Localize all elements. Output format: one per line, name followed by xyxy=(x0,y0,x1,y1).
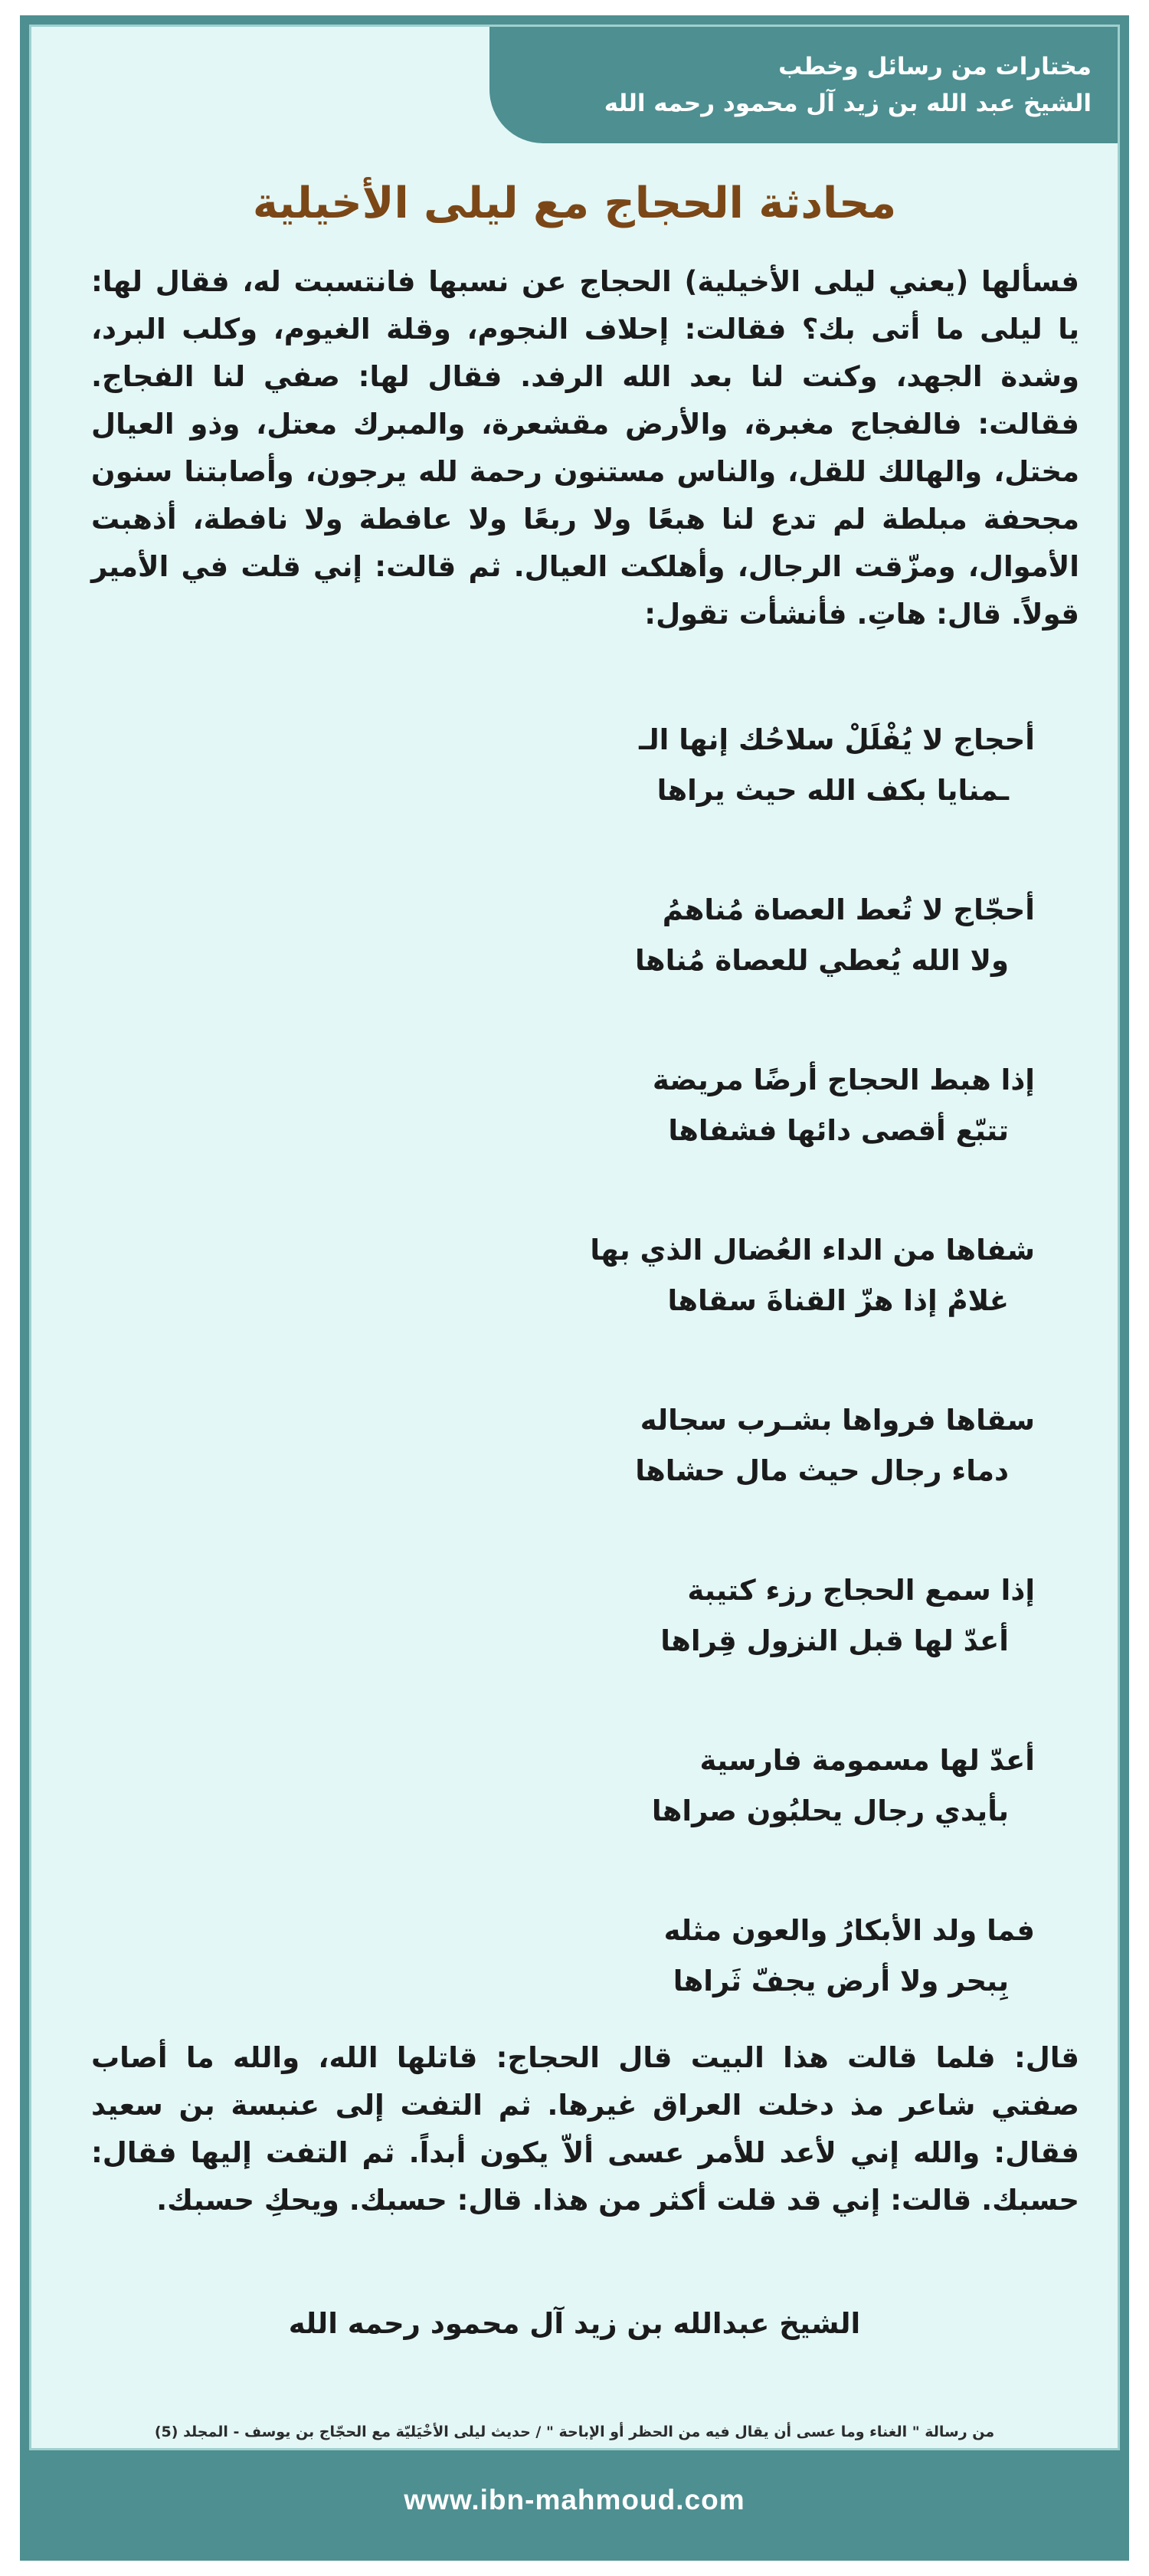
verse xyxy=(345,715,1035,885)
verse-line-second: غلامٌ إذا هزّ القناةَ سقاها xyxy=(667,1284,1009,1317)
verse-line-second: بِبحر ولا أرض يجفّ ثَراها xyxy=(673,1965,1009,1998)
verse-line-second: بأيدي رجال يحلبُون صراها xyxy=(651,1794,1009,1827)
verse-line-first: أحجاج لا يُفْلَلْ سلاحُك إنها الـ xyxy=(639,723,1035,756)
intro-paragraph: فسألها (يعني ليلى الأخيلية) الحجاج عن نسبها فانتسبت له، فقال لها: يا ليلى ما أتى بك؟ فقالت: إحلاف النجوم، وقلة الغيوم، وكلب البرد، وشدة الجهد، وكنت لنا بعد الله الرفد. فقال لها: صفي لنا الفجاج. فقالت: فالفجاج مغبرة، والأرض مقشعرة، والمبرك معتل، وذو العيال مختل، والهالك للقل، والناس مستنون رحمة لله يرجون، وأصابتنا سنون مجحفة مبلطة لم تدع لنا هبعًا ولا ربعًا ولا عافطة ولا نافطة، أذهبت الأموال، ومزّقت الرجال، وأهلكت العيال. ثم قالت: إني قلت في الأمير قولاً. قال: هاتِ. فأنشأت تقول: xyxy=(91,265,1079,631)
verse-line-second: ـمنايا بكف الله حيث يراها xyxy=(656,774,1009,807)
verse-line-first: إذا سمع الحجاج رزء كتيبة xyxy=(687,1574,1035,1607)
verse xyxy=(345,1565,1035,1735)
verse-line-second: أعدّ لها قبل النزول قِراها xyxy=(660,1624,1009,1657)
verse xyxy=(345,1395,1035,1565)
website-link[interactable]: www.ibn-mahmoud.com xyxy=(404,2484,745,2515)
verse xyxy=(345,1225,1035,1395)
page-frame xyxy=(20,15,1129,2561)
verse-line-first: شفاها من الداء العُضال الذي بها xyxy=(590,1234,1035,1267)
verse-line-first: أحجّاج لا تُعط العصاة مُناهمُ xyxy=(662,893,1035,926)
content-panel xyxy=(29,25,1120,2450)
verse-line-second: ولا الله يُعطي للعصاة مُناها xyxy=(635,944,1009,977)
verse xyxy=(345,1735,1035,1906)
verse xyxy=(345,1055,1035,1225)
verse-line-second: تتبّع أقصى دائها فشفاها xyxy=(668,1114,1009,1147)
source-citation: من رسالة " الغناء وما عسى أن يقال فيه من الحظر أو الإباحة " / حديث ليلى الأخْيَليّة مع الحجّاج بن يوسف - المجلد (5) xyxy=(154,2424,995,2440)
verse-line-first: إذا هبط الحجاج أرضًا مريضة xyxy=(652,1064,1035,1096)
author-signature: الشيخ عبدالله بن زيد آل محمود رحمه الله xyxy=(288,2307,861,2340)
header-series-title: مختارات من رسائل وخطب xyxy=(778,53,1092,80)
page-title: محادثة الحجاج مع ليلى الأخيلية xyxy=(252,179,897,228)
header-author: الشيخ عبد الله بن زيد آل محمود رحمه الله xyxy=(604,90,1092,117)
poem xyxy=(345,715,1035,2076)
header-tab xyxy=(489,27,1118,143)
verse-line-first: فما ولد الأبكارُ والعون مثله xyxy=(663,1914,1035,1947)
closing-paragraph: قال: فلما قالت هذا البيت قال الحجاج: قاتلها الله، والله ما أصاب صفتي شاعر مذ دخلت العراق غيرها. ثم التفت إلى عنبسة بن سعيد فقال: والله إني لأعد للأمر عسى ألاّ يكون أبداً. ثم التفت إليها فقال: حسبك. قالت: إني قد قلت أكثر من هذا. قال: حسبك. ويحكِ حسبك. xyxy=(91,2041,1079,2217)
verse xyxy=(345,885,1035,1055)
verse-line-second: دماء رجال حيث مال حشاها xyxy=(635,1454,1009,1487)
verse-line-first: أعدّ لها مسمومة فارسية xyxy=(699,1744,1035,1777)
verse-line-first: سقاها فرواها بشـرب سجاله xyxy=(640,1404,1035,1437)
